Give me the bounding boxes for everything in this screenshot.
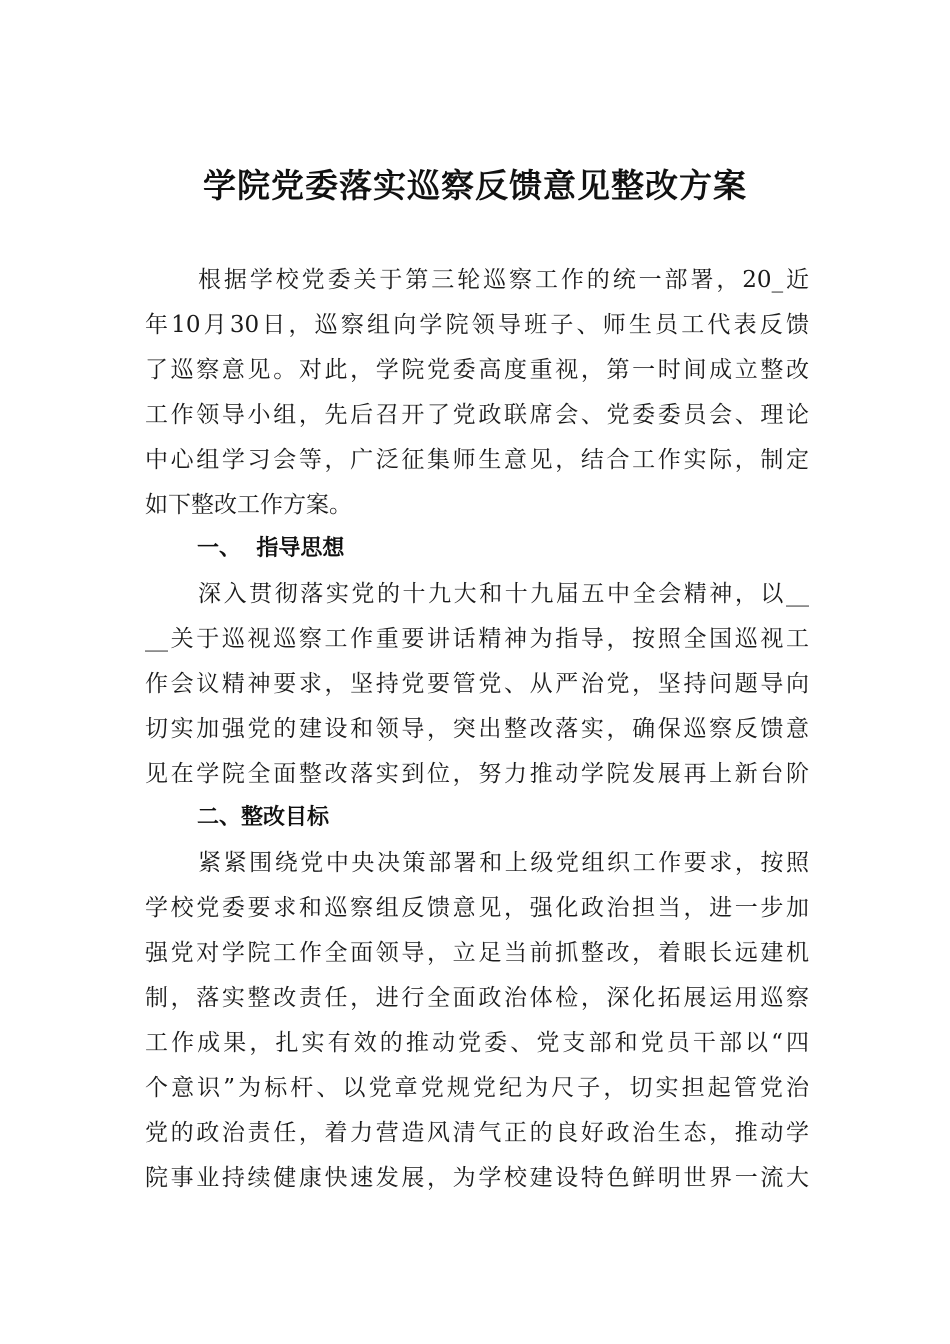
intro-line: 工作领导小组，先后召开了党政联席会、党委委员会、理论 (145, 402, 809, 428)
section-heading-guiding-ideology: 一、 指导思想 (197, 536, 345, 561)
section1-line: 作会议精神要求，坚持党要管党、从严治党，坚持问题导向 (145, 671, 809, 697)
section2-line: 个意识”为标杆、以党章党规党纪为尺子，切实担起管党治 (145, 1075, 809, 1101)
section2-line: 强党对学院工作全面领导，立足当前抓整改，着眼长远建机 (145, 940, 809, 966)
section1-line: 见在学院全面整改落实到位，努力推动学院发展再上新台阶 (145, 761, 809, 787)
section1-line: __关于巡视巡察工作重要讲话精神为指导，按照全国巡视工 (145, 626, 809, 652)
section2-line: 院事业持续健康快速发展，为学校建设特色鲜明世界一流大 (145, 1165, 809, 1191)
intro-line: 中心组学习会等，广泛征集师生意见，结合工作实际，制定 (145, 447, 809, 473)
section2-line: 制，落实整改责任，进行全面政治体检，深化拓展运用巡察 (145, 985, 809, 1011)
section2-line: 紧紧围绕党中央决策部署和上级党组织工作要求，按照 (198, 850, 809, 876)
section2-line: 工作成果，扎实有效的推动党委、党支部和党员干部以“四 (145, 1030, 809, 1056)
section1-line: 切实加强党的建设和领导，突出整改落实，确保巡察反馈意 (145, 716, 809, 742)
document-title: 学院党委落实巡察反馈意见整改方案 (203, 166, 747, 205)
section-heading-rectification-goals: 二、整改目标 (197, 805, 330, 830)
section2-line: 党的政治责任，着力营造风清气正的良好政治生态，推动学 (145, 1120, 809, 1146)
section2-line: 学校党委要求和巡察组反馈意见，强化政治担当，进一步加 (145, 895, 809, 921)
intro-line: 如下整改工作方案。 (145, 492, 352, 518)
intro-line: 年10月30日，巡察组向学院领导班子、师生员工代表反馈 (145, 312, 809, 338)
section1-line: 深入贯彻落实党的十九大和十九届五中全会精神，以__ (198, 581, 809, 607)
intro-line: 根据学校党委关于第三轮巡察工作的统一部署，20_近 (198, 267, 809, 293)
intro-line: 了巡察意见。对此，学院党委高度重视，第一时间成立整改 (145, 357, 809, 383)
